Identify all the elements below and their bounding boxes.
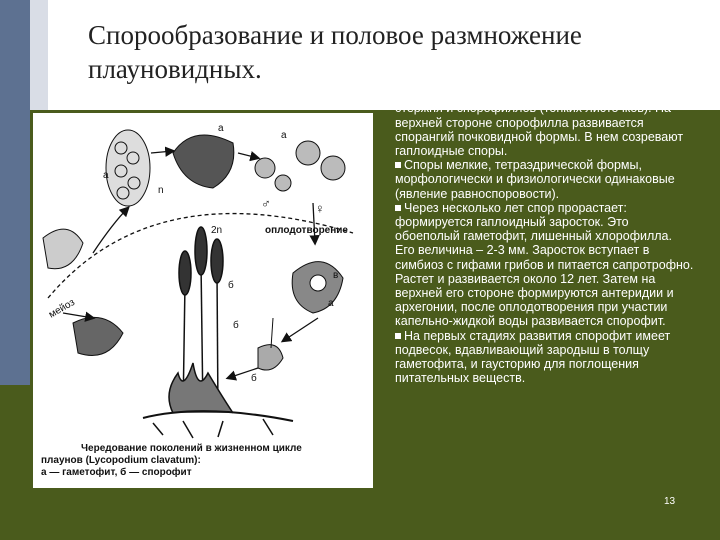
paragraph-text: Через несколько лет спор прорастает: формируется гаплоидный заросток. Это обоеполый гаметофит, лишенный хлорофилла. Его величина – 2-3 мм. Заросток вступает в симбиоз с гифами грибов и питается сапротрофно. Растет и развивается около 12 лет. Затем на верхней его стороне формируются антеридии и архегонии, после оплодотворения при участии капельно-жидкой воды развивается спорофит. <box>395 200 694 329</box>
label-b3: б <box>228 280 234 291</box>
caption-line-2: плаунов (Lycopodium clavatum): <box>41 455 201 466</box>
life-cycle-figure <box>33 113 373 488</box>
label-b1: б <box>233 320 239 331</box>
left-sidebar-accent <box>30 0 48 110</box>
bullet-icon <box>395 162 401 168</box>
caption-line-3: а — гаметофит, б — спорофит <box>41 467 192 478</box>
sporophyte-drawing <box>143 227 293 438</box>
female-symbol: ♀ <box>315 201 325 216</box>
paragraph-4 <box>395 329 695 386</box>
paragraph-text: Споры мелкие, тетраэдрической формы, морфологически и физиологически одинаковые (явление равноспоровости). <box>395 158 675 201</box>
meiosis-drawing <box>43 229 123 355</box>
figure-caption <box>33 443 373 479</box>
label-a3: а <box>281 130 287 141</box>
page-number: 13 <box>664 496 676 507</box>
label-v1: в <box>333 270 339 281</box>
left-sidebar-bar <box>0 0 30 385</box>
young-sporophyte-drawing <box>258 318 283 370</box>
bullet-icon <box>395 333 401 339</box>
title-line-1: Спорообразование и половое размножение <box>88 20 582 50</box>
paragraph-1 <box>395 73 695 158</box>
label-a2: а <box>218 123 224 134</box>
paragraph-text: На верхушках прямостоячих побегов образуются спороносные колоски – стробилы. Они состоят из стержня и спорофиллов (тонких листочков). На верхней стороне спорофилла развивается спорангий почковидной формы. В нем созревают гаплоидные споры. <box>395 73 690 159</box>
paragraph-3 <box>395 201 695 329</box>
spores-drawing <box>255 141 345 191</box>
bullet-icon <box>395 205 401 211</box>
bullet-icon <box>395 77 401 83</box>
caption-line-1: Чередование поколений в жизненном цикле <box>81 443 302 454</box>
paragraph-text: На первых стадиях развития спорофит имеет подвесок, вдавливающий зародыш в толщу гаметофита, и гаусторию для поглощения питательных веществ. <box>395 328 671 386</box>
haploid-label: n <box>158 185 164 196</box>
life-cycle-diagram <box>33 113 373 443</box>
slide-body-text <box>395 73 695 385</box>
male-symbol: ♂ <box>261 196 271 211</box>
label-b2: б <box>251 373 257 384</box>
sporangium-drawing <box>173 135 234 188</box>
fertilization-label: оплодотворение <box>265 225 348 236</box>
meiosis-label: мейоз <box>47 297 77 321</box>
diploid-label: 2n <box>211 225 223 236</box>
paragraph-2 <box>395 158 695 201</box>
strobilus-drawing <box>106 130 150 206</box>
label-a4: а <box>328 298 334 309</box>
title-line-2: плауновидных. <box>88 54 262 84</box>
label-a1: а <box>103 170 109 181</box>
